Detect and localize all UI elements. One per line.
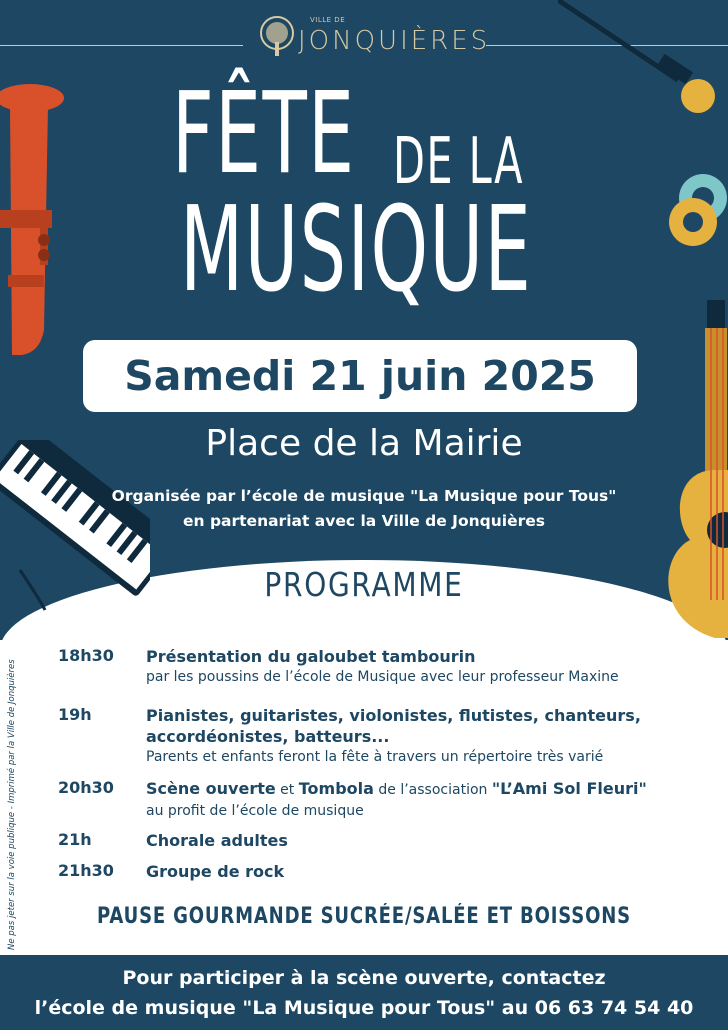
footer-contact — [0, 955, 728, 1030]
row-title: Présentation du galoubet tambourin — [146, 647, 476, 666]
pause-banner: PAUSE GOURMANDE SUCRÉE/SALÉE ET BOISSONS — [97, 904, 631, 929]
side-note: Ne pas jeter sur la voie publique - Imprimé par la Ville de Jonquières — [7, 659, 17, 950]
title-musique: MUSIQUE — [180, 180, 533, 318]
footer-line-2: l’école de musique "La Musique pour Tous" au 06 63 74 54 40 — [34, 997, 694, 1019]
trumpet-icon — [0, 80, 70, 370]
row-time: 19h — [58, 705, 92, 724]
row-join: et — [275, 782, 299, 798]
logo-divider-left — [0, 45, 243, 46]
row-time: 18h30 — [58, 646, 114, 665]
row-time: 21h30 — [58, 861, 114, 880]
row-subtitle: par les poussins de l’école de Musique avec leur professeur Maxine — [146, 669, 619, 685]
row-title-scene: Scène ouverte — [146, 779, 276, 798]
title-de-la: DE LA — [393, 125, 524, 199]
organizer-info — [0, 484, 728, 534]
date-banner — [83, 340, 637, 412]
footer-line-1: Pour participer à la scène ouverte, contactez — [122, 967, 606, 989]
row-title: Groupe de rock — [146, 862, 285, 881]
row-time: 21h — [58, 830, 92, 849]
event-place: Place de la Mairie — [205, 423, 523, 464]
title-fete: FÊTE — [172, 69, 356, 199]
row-title: Chorale adultes — [146, 831, 288, 850]
row-subtitle: Parents et enfants feront la fête à travers un répertoire très varié — [146, 749, 604, 765]
row-title: Pianistes, guitaristes, violonistes, flutistes, chanteurs, accordéonistes, batteurs... — [146, 706, 641, 746]
microphone-icon — [558, 0, 728, 130]
programme-heading: PROGRAMME — [264, 565, 464, 604]
city-logo — [258, 14, 491, 66]
tree-icon — [258, 14, 296, 62]
row-subtitle: au profit de l’école de musique — [146, 803, 364, 819]
horn-icon — [665, 170, 728, 250]
logo-city-name: JONQUIÈRES — [298, 26, 491, 56]
organizer-line-1: Organisée par l’école de musique "La Musique pour Tous" — [111, 487, 617, 505]
logo-prefix: VILLE DE — [310, 16, 346, 24]
organizer-line-2: en partenariat avec la Ville de Jonquières — [183, 512, 545, 530]
event-date: Samedi 21 juin 2025 — [124, 352, 596, 400]
row-association-text: de l’association — [373, 782, 492, 798]
row-time: 20h30 — [58, 778, 114, 797]
row-association-name: "L’Ami Sol Fleuri" — [491, 779, 647, 798]
row-title-tombola: Tombola — [298, 779, 374, 798]
